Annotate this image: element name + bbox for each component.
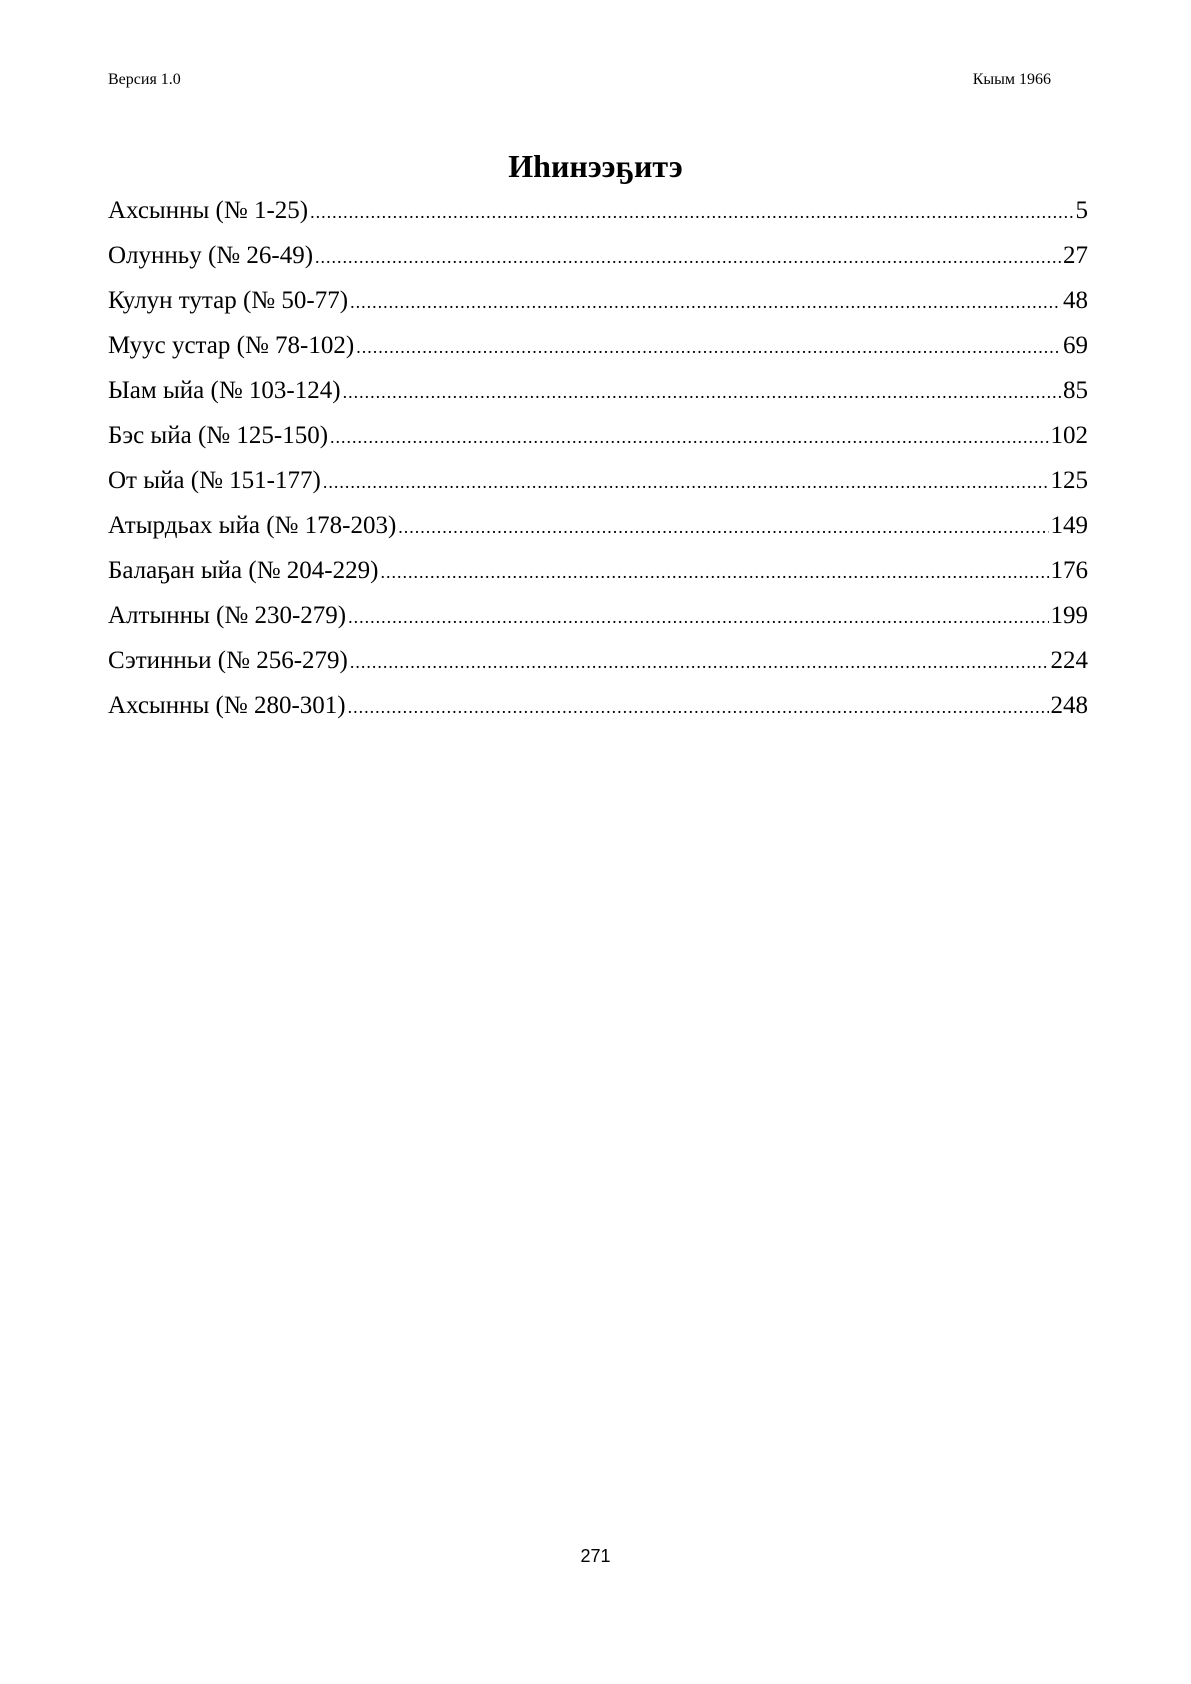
toc-entry[interactable]	[108, 503, 1088, 548]
header-version: Версия 1.0	[108, 71, 181, 88]
toc-dot-leader	[310, 190, 1073, 235]
toc-entry-title: Сэтинньи (№ 256-279)	[108, 647, 348, 674]
page-number: 271	[580, 1546, 611, 1566]
toc-entry[interactable]	[108, 188, 1088, 233]
toc-entry-title: Атырдьах ыйа (№ 178-203)	[108, 512, 397, 539]
toc-dot-leader	[315, 235, 1061, 280]
toc-dot-leader	[398, 505, 1048, 550]
toc-entry-page: 224	[1050, 647, 1088, 674]
toc-entry[interactable]	[108, 278, 1088, 323]
toc-dot-leader	[330, 415, 1048, 460]
toc-dot-leader	[350, 280, 1061, 325]
toc-dot-leader	[380, 550, 1048, 595]
toc-entry[interactable]	[108, 683, 1088, 728]
toc-entry-title: Алтынны (№ 230-279)	[108, 602, 347, 629]
toc-dot-leader	[343, 370, 1061, 415]
toc-entry[interactable]	[108, 233, 1088, 278]
toc-entry[interactable]	[108, 638, 1088, 683]
toc-dot-leader	[348, 595, 1048, 640]
toc-entry-title: Балаҕан ыйа (№ 204-229)	[108, 557, 379, 584]
toc-entry[interactable]	[108, 548, 1088, 593]
toc-entry-page: 125	[1050, 467, 1088, 494]
toc-entry-page: 48	[1063, 287, 1088, 314]
toc-entry-title: Кулун тутар (№ 50-77)	[108, 287, 349, 314]
toc-entry-title: Ыам ыйа (№ 103-124)	[108, 377, 341, 404]
toc-dot-leader	[348, 685, 1049, 730]
page-title: Иһинээҕитэ	[508, 148, 683, 184]
toc-entry-title: Бэс ыйа (№ 125-150)	[108, 422, 329, 449]
toc-entry-title: Ахсынны (№ 1-25)	[108, 197, 309, 224]
toc-entry-page: 102	[1050, 422, 1088, 449]
toc-entry-page: 69	[1063, 332, 1088, 359]
toc-entry[interactable]	[108, 368, 1088, 413]
toc-entry[interactable]	[108, 413, 1088, 458]
toc-entry-page: 27	[1063, 242, 1088, 269]
toc-dot-leader	[323, 460, 1049, 505]
toc-entry[interactable]	[108, 458, 1088, 503]
toc-entry-page: 149	[1050, 512, 1088, 539]
toc-entry-title: От ыйа (№ 151-177)	[108, 467, 321, 494]
toc-entry-page: 85	[1063, 377, 1088, 404]
toc-entry-title: Олунньу (№ 26-49)	[108, 242, 314, 269]
toc-entry[interactable]	[108, 323, 1088, 368]
toc-entry-page: 176	[1050, 557, 1088, 584]
toc-entry[interactable]	[108, 593, 1088, 638]
toc-entry-page: 199	[1050, 602, 1088, 629]
toc-dot-leader	[356, 325, 1061, 370]
table-of-contents	[108, 188, 1088, 728]
toc-entry-title: Ахсынны (№ 280-301)	[108, 692, 346, 719]
toc-entry-page: 248	[1050, 692, 1088, 719]
toc-entry-page: 5	[1075, 197, 1088, 224]
toc-dot-leader	[350, 640, 1049, 685]
toc-entry-title: Муус устар (№ 78-102)	[108, 332, 355, 359]
header-issue: Кыым 1966	[972, 71, 1051, 88]
